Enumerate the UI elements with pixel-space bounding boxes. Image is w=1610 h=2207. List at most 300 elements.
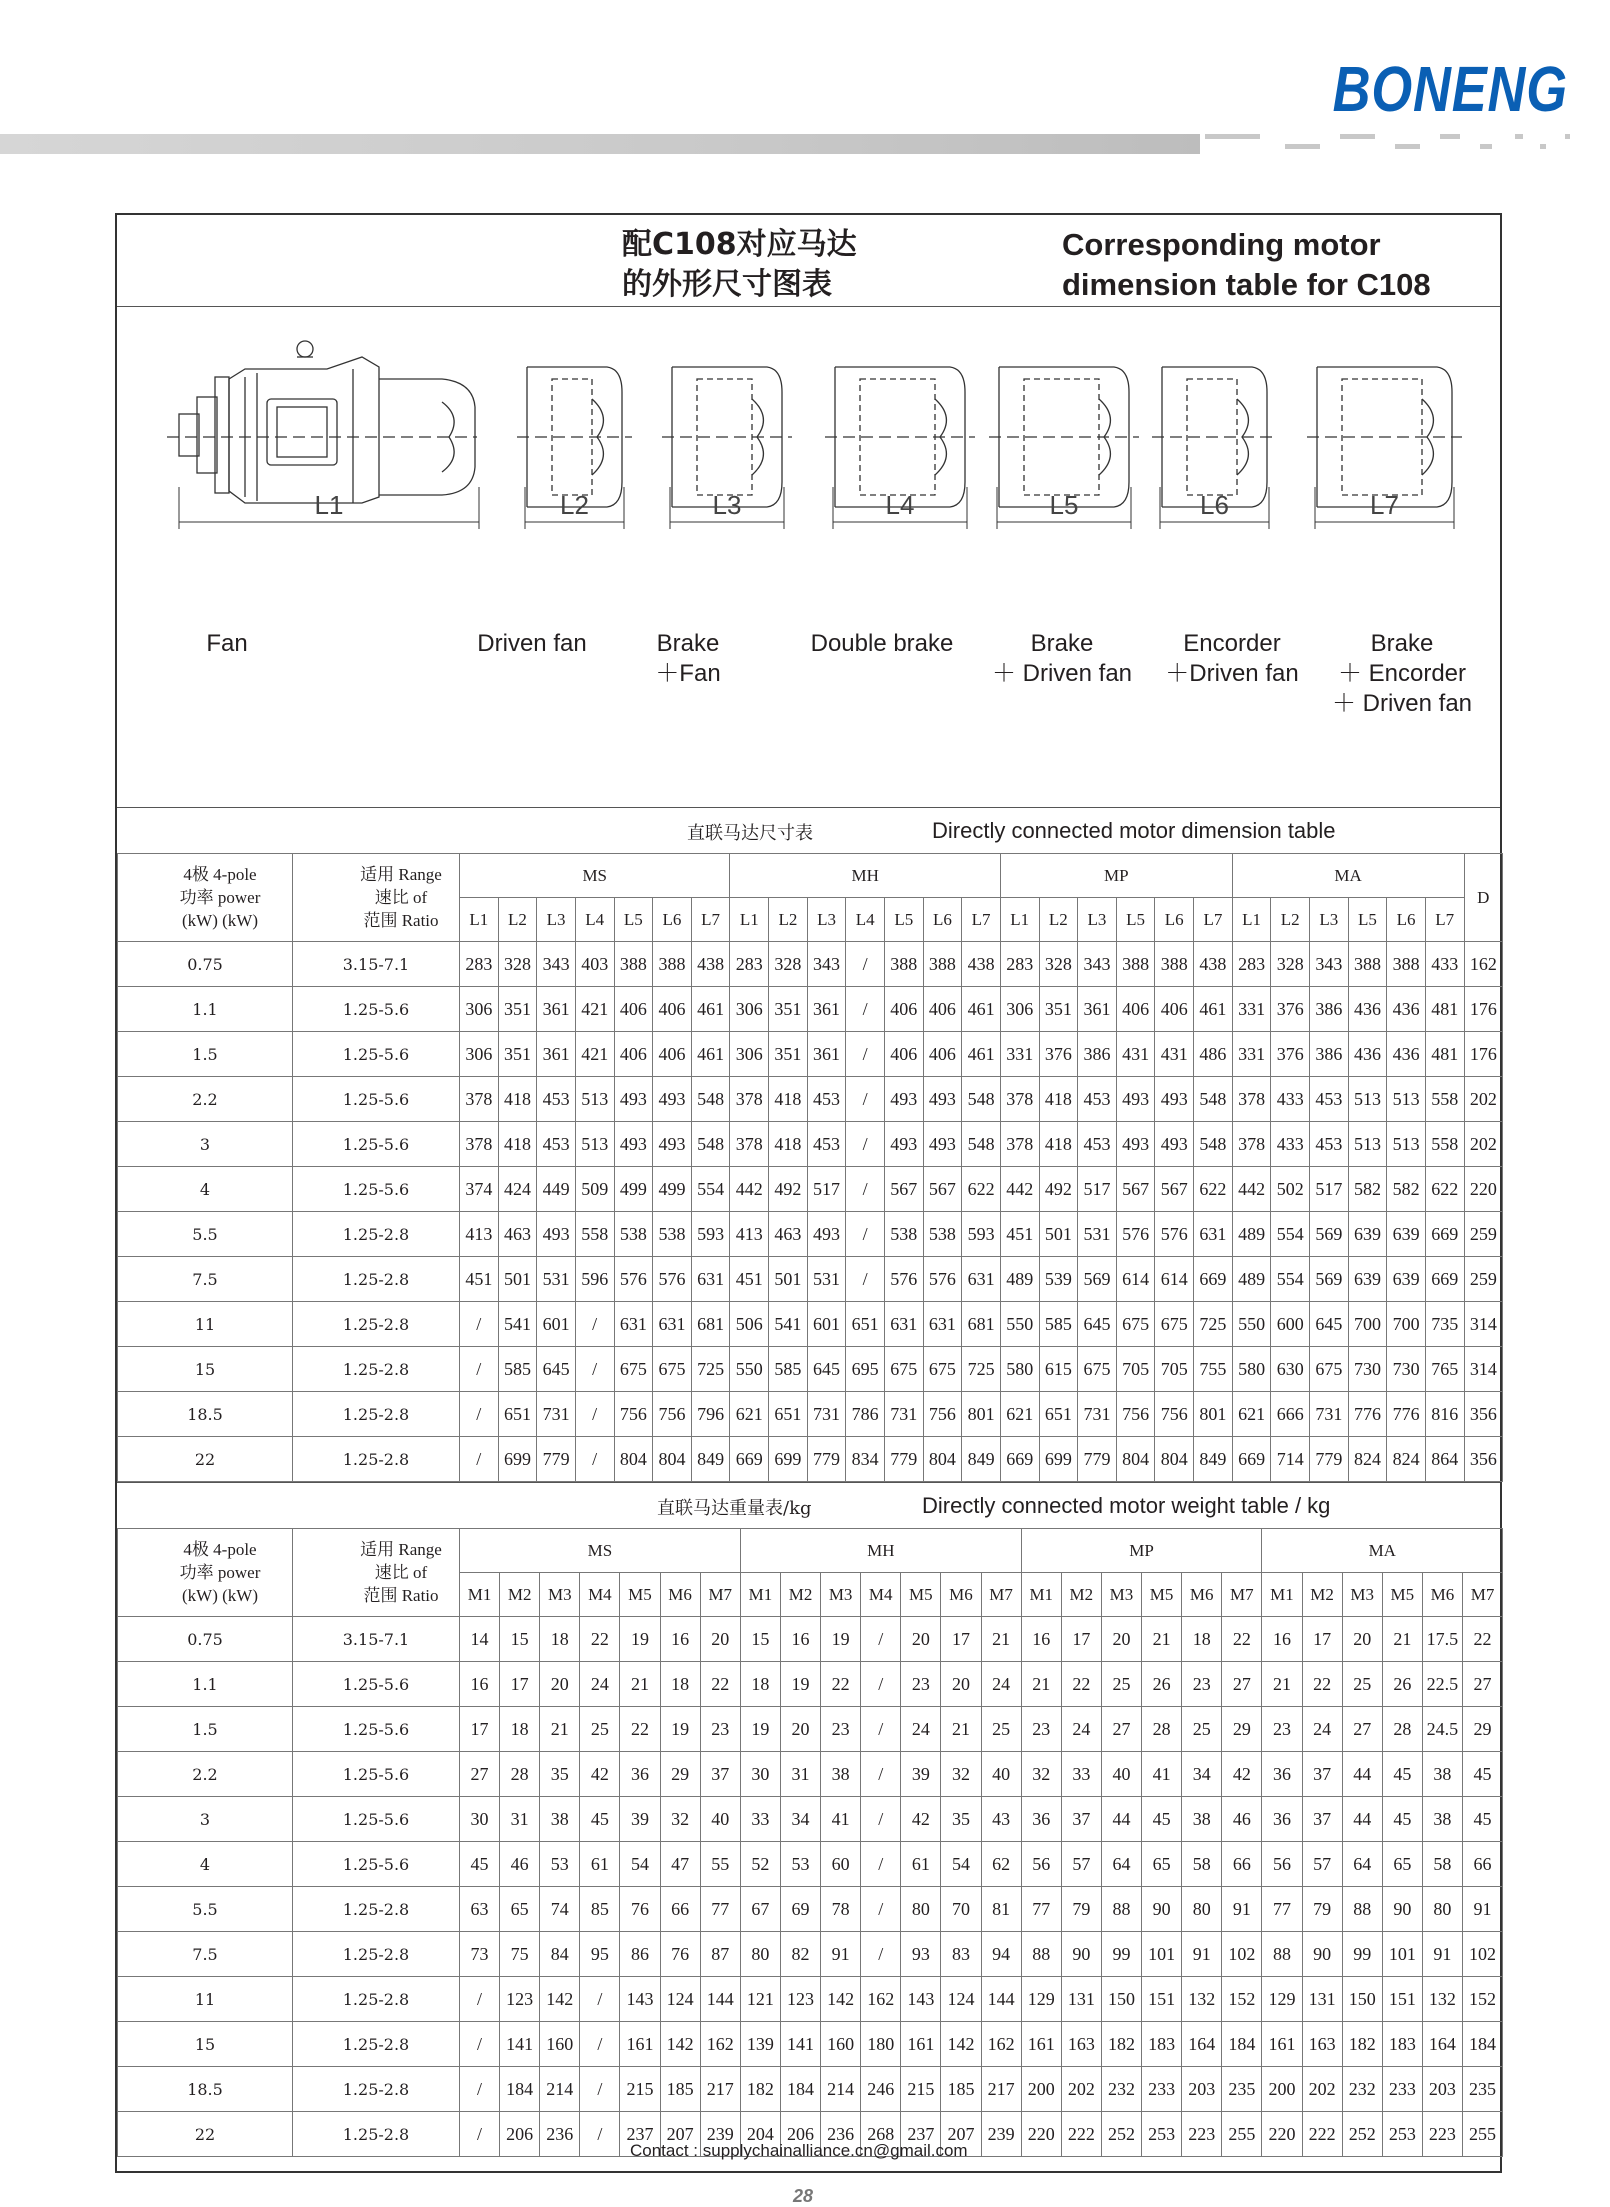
power-cell: 0.75 (118, 942, 293, 987)
value-cell: 631 (962, 1257, 1001, 1302)
value-cell: 576 (1155, 1212, 1194, 1257)
value-cell: 150 (1101, 1977, 1141, 2022)
value-cell: 585 (1039, 1302, 1078, 1347)
value-cell: 84 (540, 1932, 580, 1977)
value-cell: 406 (884, 987, 923, 1032)
value-cell: 28 (500, 1752, 540, 1797)
value-cell: 81 (981, 1887, 1021, 1932)
column-header: L1 (1232, 898, 1271, 942)
dimension-label: L7 (1370, 490, 1399, 520)
value-cell: / (580, 2022, 620, 2067)
power-cell: 7.5 (118, 1932, 293, 1977)
value-cell: 681 (691, 1302, 730, 1347)
value-cell: / (846, 1167, 885, 1212)
value-cell: 164 (1422, 2022, 1462, 2067)
value-cell: 34 (780, 1797, 820, 1842)
value-cell: 17 (1302, 1617, 1342, 1662)
value-cell: 236 (540, 2112, 580, 2157)
value-cell: 101 (1382, 1932, 1422, 1977)
value-cell: 351 (1039, 987, 1078, 1032)
variant-label-line: Encorder (1183, 630, 1281, 657)
value-cell: 22 (1302, 1662, 1342, 1707)
value-cell: 123 (780, 1977, 820, 2022)
title-cn (622, 225, 882, 305)
table-row (118, 1887, 1503, 1932)
table-row (118, 1752, 1503, 1797)
value-cell: 489 (1232, 1257, 1271, 1302)
ratio-header-line: 适用 Range (360, 865, 442, 884)
value-cell: 849 (1194, 1437, 1233, 1482)
value-cell: 538 (884, 1212, 923, 1257)
value-cell: 80 (901, 1887, 941, 1932)
value-cell: 438 (1194, 942, 1233, 987)
value-cell: 421 (575, 1032, 614, 1077)
value-cell: 144 (700, 1977, 740, 2022)
value-cell: 77 (1262, 1887, 1302, 1932)
value-cell: 253 (1382, 2112, 1422, 2157)
value-cell: / (575, 1302, 614, 1347)
table-row (118, 1032, 1503, 1077)
value-cell: 132 (1422, 1977, 1462, 2022)
power-cell: 1.5 (118, 1707, 293, 1752)
value-cell: 162 (1464, 942, 1503, 987)
value-cell: 22.5 (1422, 1662, 1462, 1707)
value-cell: 509 (575, 1167, 614, 1212)
value-cell: 21 (1382, 1617, 1422, 1662)
value-cell: 418 (498, 1077, 537, 1122)
value-cell: 849 (962, 1437, 1001, 1482)
value-cell: 376 (1271, 1032, 1310, 1077)
value-cell: 804 (653, 1437, 692, 1482)
value-cell: 38 (540, 1797, 580, 1842)
value-cell: 259 (1464, 1212, 1503, 1257)
value-cell: 442 (1000, 1167, 1039, 1212)
column-header: M6 (1422, 1573, 1462, 1617)
value-cell: 27 (1342, 1707, 1382, 1752)
value-cell: 413 (730, 1212, 769, 1257)
value-cell: 142 (540, 1977, 580, 2022)
value-cell: 306 (460, 987, 499, 1032)
value-cell: 461 (962, 987, 1001, 1032)
value-cell: 161 (1021, 2022, 1061, 2067)
value-cell: 645 (537, 1347, 576, 1392)
value-cell: 38 (1422, 1752, 1462, 1797)
value-cell: 56 (1262, 1842, 1302, 1887)
brand-logo: BONENG (1332, 53, 1568, 125)
value-cell: 17.5 (1422, 1617, 1462, 1662)
value-cell: 406 (884, 1032, 923, 1077)
value-cell: 29 (1222, 1707, 1262, 1752)
value-cell: 481 (1425, 1032, 1464, 1077)
value-cell: 576 (614, 1257, 653, 1302)
value-cell: 38 (1182, 1797, 1222, 1842)
value-cell: 23 (821, 1707, 861, 1752)
power-header-line: 功率 power (179, 888, 261, 907)
value-cell: 85 (580, 1887, 620, 1932)
value-cell: 46 (500, 1842, 540, 1887)
dimension-table (117, 853, 1503, 1482)
value-cell: 666 (1271, 1392, 1310, 1437)
value-cell: 23 (700, 1707, 740, 1752)
value-cell: 593 (962, 1212, 1001, 1257)
value-cell: 631 (653, 1302, 692, 1347)
column-header: L5 (614, 898, 653, 942)
value-cell: 180 (861, 2022, 901, 2067)
value-cell: 58 (1182, 1842, 1222, 1887)
value-cell: 36 (1262, 1752, 1302, 1797)
value-cell: / (861, 1662, 901, 1707)
header-dash (1285, 144, 1320, 149)
value-cell: 27 (460, 1752, 500, 1797)
value-cell: 142 (821, 1977, 861, 2022)
value-cell: 202 (1302, 2067, 1342, 2112)
value-cell: 255 (1222, 2112, 1262, 2157)
value-cell: 306 (730, 1032, 769, 1077)
value-cell: 489 (1232, 1212, 1271, 1257)
group-header: MH (730, 854, 1000, 898)
header-dash (1440, 134, 1460, 139)
value-cell: 184 (1222, 2022, 1262, 2067)
value-cell: 239 (700, 2112, 740, 2157)
value-cell: 233 (1382, 2067, 1422, 2112)
value-cell: 331 (1000, 1032, 1039, 1077)
content-frame (115, 213, 1502, 2173)
table-row (118, 1842, 1503, 1887)
ratio-cell: 1.25-5.6 (293, 1752, 460, 1797)
power-cell: 1.1 (118, 987, 293, 1032)
value-cell: 176 (1464, 1032, 1503, 1077)
group-header: MP (1000, 854, 1232, 898)
value-cell: 776 (1348, 1392, 1387, 1437)
value-cell: 418 (1039, 1077, 1078, 1122)
value-cell: 202 (1061, 2067, 1101, 2112)
power-header-line: (kW) (kW) (182, 1586, 258, 1605)
column-header: M1 (460, 1573, 500, 1617)
value-cell: 567 (1155, 1167, 1194, 1212)
value-cell: 214 (540, 2067, 580, 2112)
value-cell: 513 (1348, 1077, 1387, 1122)
table-row (118, 2067, 1503, 2112)
value-cell: 756 (614, 1392, 653, 1437)
value-cell: 517 (1310, 1167, 1349, 1212)
value-cell: 39 (901, 1752, 941, 1797)
value-cell: 246 (861, 2067, 901, 2112)
value-cell: 403 (575, 942, 614, 987)
value-cell: 531 (1078, 1212, 1117, 1257)
value-cell: 283 (730, 942, 769, 987)
column-header: M6 (941, 1573, 981, 1617)
value-cell: 64 (1342, 1842, 1382, 1887)
value-cell: 388 (614, 942, 653, 987)
column-header: L2 (769, 898, 808, 942)
value-cell: 222 (1302, 2112, 1342, 2157)
power-cell: 7.5 (118, 1257, 293, 1302)
column-header: L3 (807, 898, 846, 942)
value-cell: 24 (981, 1662, 1021, 1707)
value-cell: 378 (460, 1077, 499, 1122)
value-cell: 582 (1387, 1167, 1426, 1212)
value-cell: 699 (1039, 1437, 1078, 1482)
value-cell: 378 (1232, 1122, 1271, 1167)
column-header: M3 (821, 1573, 861, 1617)
value-cell: 651 (769, 1392, 808, 1437)
column-header: L2 (498, 898, 537, 942)
ratio-cell: 1.25-5.6 (293, 1077, 460, 1122)
value-cell: 705 (1116, 1347, 1155, 1392)
value-cell: 16 (780, 1617, 820, 1662)
weight-caption-cn: 直联马达重量表/kg (657, 1498, 812, 1519)
value-cell: 32 (660, 1797, 700, 1842)
value-cell: 436 (1348, 1032, 1387, 1077)
value-cell: 47 (660, 1842, 700, 1887)
value-cell: 93 (901, 1932, 941, 1977)
value-cell: 161 (901, 2022, 941, 2067)
value-cell: 451 (730, 1257, 769, 1302)
ratio-cell: 1.25-2.8 (293, 1347, 460, 1392)
value-cell: 184 (1462, 2022, 1502, 2067)
header-dash (1480, 144, 1492, 149)
column-header: M6 (1182, 1573, 1222, 1617)
value-cell: 374 (460, 1167, 499, 1212)
value-cell: 388 (653, 942, 692, 987)
value-cell: 30 (740, 1752, 780, 1797)
value-cell: 18 (500, 1707, 540, 1752)
value-cell: 406 (614, 987, 653, 1032)
value-cell: 83 (941, 1932, 981, 1977)
value-cell: / (580, 1977, 620, 2022)
value-cell: 45 (1142, 1797, 1182, 1842)
variant-label-line: Brake (1370, 630, 1434, 657)
dimension-label: L3 (712, 490, 742, 520)
value-cell: 431 (1116, 1032, 1155, 1077)
value-cell: 252 (1342, 2112, 1382, 2157)
value-cell: 675 (653, 1347, 692, 1392)
value-cell: 622 (962, 1167, 1001, 1212)
title-cn-line: 的外形尺寸图表 (622, 267, 832, 302)
variant-drawing (662, 367, 792, 507)
value-cell: 255 (1462, 2112, 1502, 2157)
value-cell: 21 (540, 1707, 580, 1752)
value-cell: 44 (1342, 1752, 1382, 1797)
value-cell: 24 (901, 1707, 941, 1752)
table-row (118, 1122, 1503, 1167)
value-cell: 580 (1232, 1347, 1271, 1392)
dimension-label: L4 (885, 490, 915, 520)
value-cell: 237 (901, 2112, 941, 2157)
value-cell: 39 (620, 1797, 660, 1842)
power-cell: 1.5 (118, 1032, 293, 1077)
column-header: L5 (1348, 898, 1387, 942)
value-cell: 361 (1078, 987, 1117, 1032)
column-header: M4 (580, 1573, 620, 1617)
value-cell: 431 (1155, 1032, 1194, 1077)
value-cell: 200 (1021, 2067, 1061, 2112)
value-cell: 731 (537, 1392, 576, 1437)
value-cell: 601 (537, 1302, 576, 1347)
group-header: MH (740, 1529, 1021, 1573)
ratio-cell: 1.25-2.8 (293, 1257, 460, 1302)
value-cell: 236 (821, 2112, 861, 2157)
value-cell: 66 (660, 1887, 700, 1932)
column-header: L4 (575, 898, 614, 942)
value-cell: 406 (653, 1032, 692, 1077)
value-cell: 16 (1262, 1617, 1302, 1662)
value-cell: 493 (614, 1077, 653, 1122)
power-cell: 4 (118, 1842, 293, 1887)
value-cell: 21 (1262, 1662, 1302, 1707)
value-cell: 834 (846, 1437, 885, 1482)
value-cell: 252 (1101, 2112, 1141, 2157)
value-cell: 162 (700, 2022, 740, 2067)
value-cell: 631 (884, 1302, 923, 1347)
column-header: L6 (1155, 898, 1194, 942)
value-cell: 493 (1155, 1122, 1194, 1167)
value-cell: 24 (580, 1662, 620, 1707)
column-header: M1 (740, 1573, 780, 1617)
table-row (118, 942, 1503, 987)
value-cell: 21 (1142, 1617, 1182, 1662)
value-cell: 25 (1101, 1662, 1141, 1707)
table-row (118, 1707, 1503, 1752)
value-cell: 22 (1061, 1662, 1101, 1707)
ratio-cell: 1.25-2.8 (293, 2067, 460, 2112)
contact-line: Contact : supplychainalliance.cn@gmail.com (630, 2141, 968, 2160)
power-cell: 2.2 (118, 1752, 293, 1797)
value-cell: 449 (537, 1167, 576, 1212)
value-cell: 801 (962, 1392, 1001, 1437)
value-cell: 79 (1061, 1887, 1101, 1932)
value-cell: 29 (1462, 1707, 1502, 1752)
value-cell: 74 (540, 1887, 580, 1932)
value-cell: 76 (660, 1932, 700, 1977)
value-cell: / (846, 1122, 885, 1167)
value-cell: 78 (821, 1887, 861, 1932)
value-cell: 558 (1425, 1122, 1464, 1167)
value-cell: 593 (691, 1212, 730, 1257)
value-cell: 451 (460, 1257, 499, 1302)
value-cell: 66 (1462, 1842, 1502, 1887)
variant-drawing (1307, 367, 1462, 507)
variant-label-line: Double brake (810, 630, 954, 657)
value-cell: 675 (1078, 1347, 1117, 1392)
value-cell: 675 (1310, 1347, 1349, 1392)
value-cell: 779 (1310, 1437, 1349, 1482)
power-header-line: 功率 power (179, 1563, 261, 1582)
value-cell: 232 (1342, 2067, 1382, 2112)
ratio-header-line: 速比 of (374, 888, 428, 907)
column-header: L7 (962, 898, 1001, 942)
value-cell: 54 (620, 1842, 660, 1887)
value-cell: 501 (769, 1257, 808, 1302)
value-cell: 90 (1142, 1887, 1182, 1932)
value-cell: 756 (653, 1392, 692, 1437)
power-cell: 2.2 (118, 1077, 293, 1122)
value-cell: 779 (807, 1437, 846, 1482)
value-cell: 486 (1194, 1032, 1233, 1077)
table-row (118, 1077, 1503, 1122)
weight-table (117, 1528, 1503, 2157)
value-cell: 849 (691, 1437, 730, 1482)
value-cell: 90 (1061, 1932, 1101, 1977)
value-cell: 17 (1061, 1617, 1101, 1662)
value-cell: 433 (1271, 1077, 1310, 1122)
variant-label-line: ＋Driven fan (1165, 660, 1299, 687)
value-cell: 80 (1422, 1887, 1462, 1932)
value-cell: 351 (498, 987, 537, 1032)
value-cell: 99 (1101, 1932, 1141, 1977)
table-row (118, 1302, 1503, 1347)
value-cell: 493 (923, 1077, 962, 1122)
value-cell: 22 (821, 1662, 861, 1707)
value-cell: 461 (691, 1032, 730, 1077)
value-cell: 65 (1142, 1842, 1182, 1887)
value-cell: 43 (981, 1797, 1021, 1842)
value-cell: 513 (575, 1122, 614, 1167)
value-cell: 17 (460, 1707, 500, 1752)
d-header: D (1464, 854, 1503, 942)
value-cell: 95 (580, 1932, 620, 1977)
value-cell: 36 (620, 1752, 660, 1797)
value-cell: 585 (498, 1347, 537, 1392)
value-cell: 20 (1101, 1617, 1141, 1662)
value-cell: 531 (537, 1257, 576, 1302)
value-cell: 26 (1142, 1662, 1182, 1707)
value-cell: 343 (1310, 942, 1349, 987)
value-cell: 35 (941, 1797, 981, 1842)
value-cell: 102 (1462, 1932, 1502, 1977)
ratio-cell: 1.25-2.8 (293, 2112, 460, 2157)
value-cell: 493 (537, 1212, 576, 1257)
value-cell: 731 (884, 1392, 923, 1437)
power-cell: 1.1 (118, 1662, 293, 1707)
value-cell: 204 (740, 2112, 780, 2157)
value-cell: 864 (1425, 1437, 1464, 1482)
value-cell: 418 (769, 1077, 808, 1122)
value-cell: / (575, 1347, 614, 1392)
value-cell: 433 (1271, 1122, 1310, 1167)
value-cell: / (846, 942, 885, 987)
value-cell: 492 (1039, 1167, 1078, 1212)
value-cell: 142 (941, 2022, 981, 2067)
value-cell: / (460, 1977, 500, 2022)
value-cell: 160 (540, 2022, 580, 2067)
value-cell: 183 (1142, 2022, 1182, 2067)
value-cell: 669 (1425, 1212, 1464, 1257)
value-cell: 651 (846, 1302, 885, 1347)
power-cell: 0.75 (118, 1617, 293, 1662)
value-cell: 64 (1101, 1842, 1141, 1887)
value-cell: 91 (1462, 1887, 1502, 1932)
value-cell: 614 (1155, 1257, 1194, 1302)
column-header: L5 (1116, 898, 1155, 942)
value-cell: 23 (1021, 1707, 1061, 1752)
value-cell: 438 (962, 942, 1001, 987)
table-row (118, 1167, 1503, 1212)
ratio-cell: 1.25-2.8 (293, 1977, 460, 2022)
value-cell: 24.5 (1422, 1707, 1462, 1752)
value-cell: 725 (962, 1347, 1001, 1392)
weight-caption-en: Directly connected motor weight table / kg (922, 1493, 1331, 1518)
value-cell: 129 (1262, 1977, 1302, 2022)
dimension-label: L5 (1049, 490, 1079, 520)
value-cell: 15 (500, 1617, 540, 1662)
value-cell: 37 (700, 1752, 740, 1797)
value-cell: 361 (537, 1032, 576, 1077)
value-cell: 824 (1387, 1437, 1426, 1482)
value-cell: 481 (1425, 987, 1464, 1032)
column-header: L1 (730, 898, 769, 942)
value-cell: 406 (614, 1032, 653, 1077)
